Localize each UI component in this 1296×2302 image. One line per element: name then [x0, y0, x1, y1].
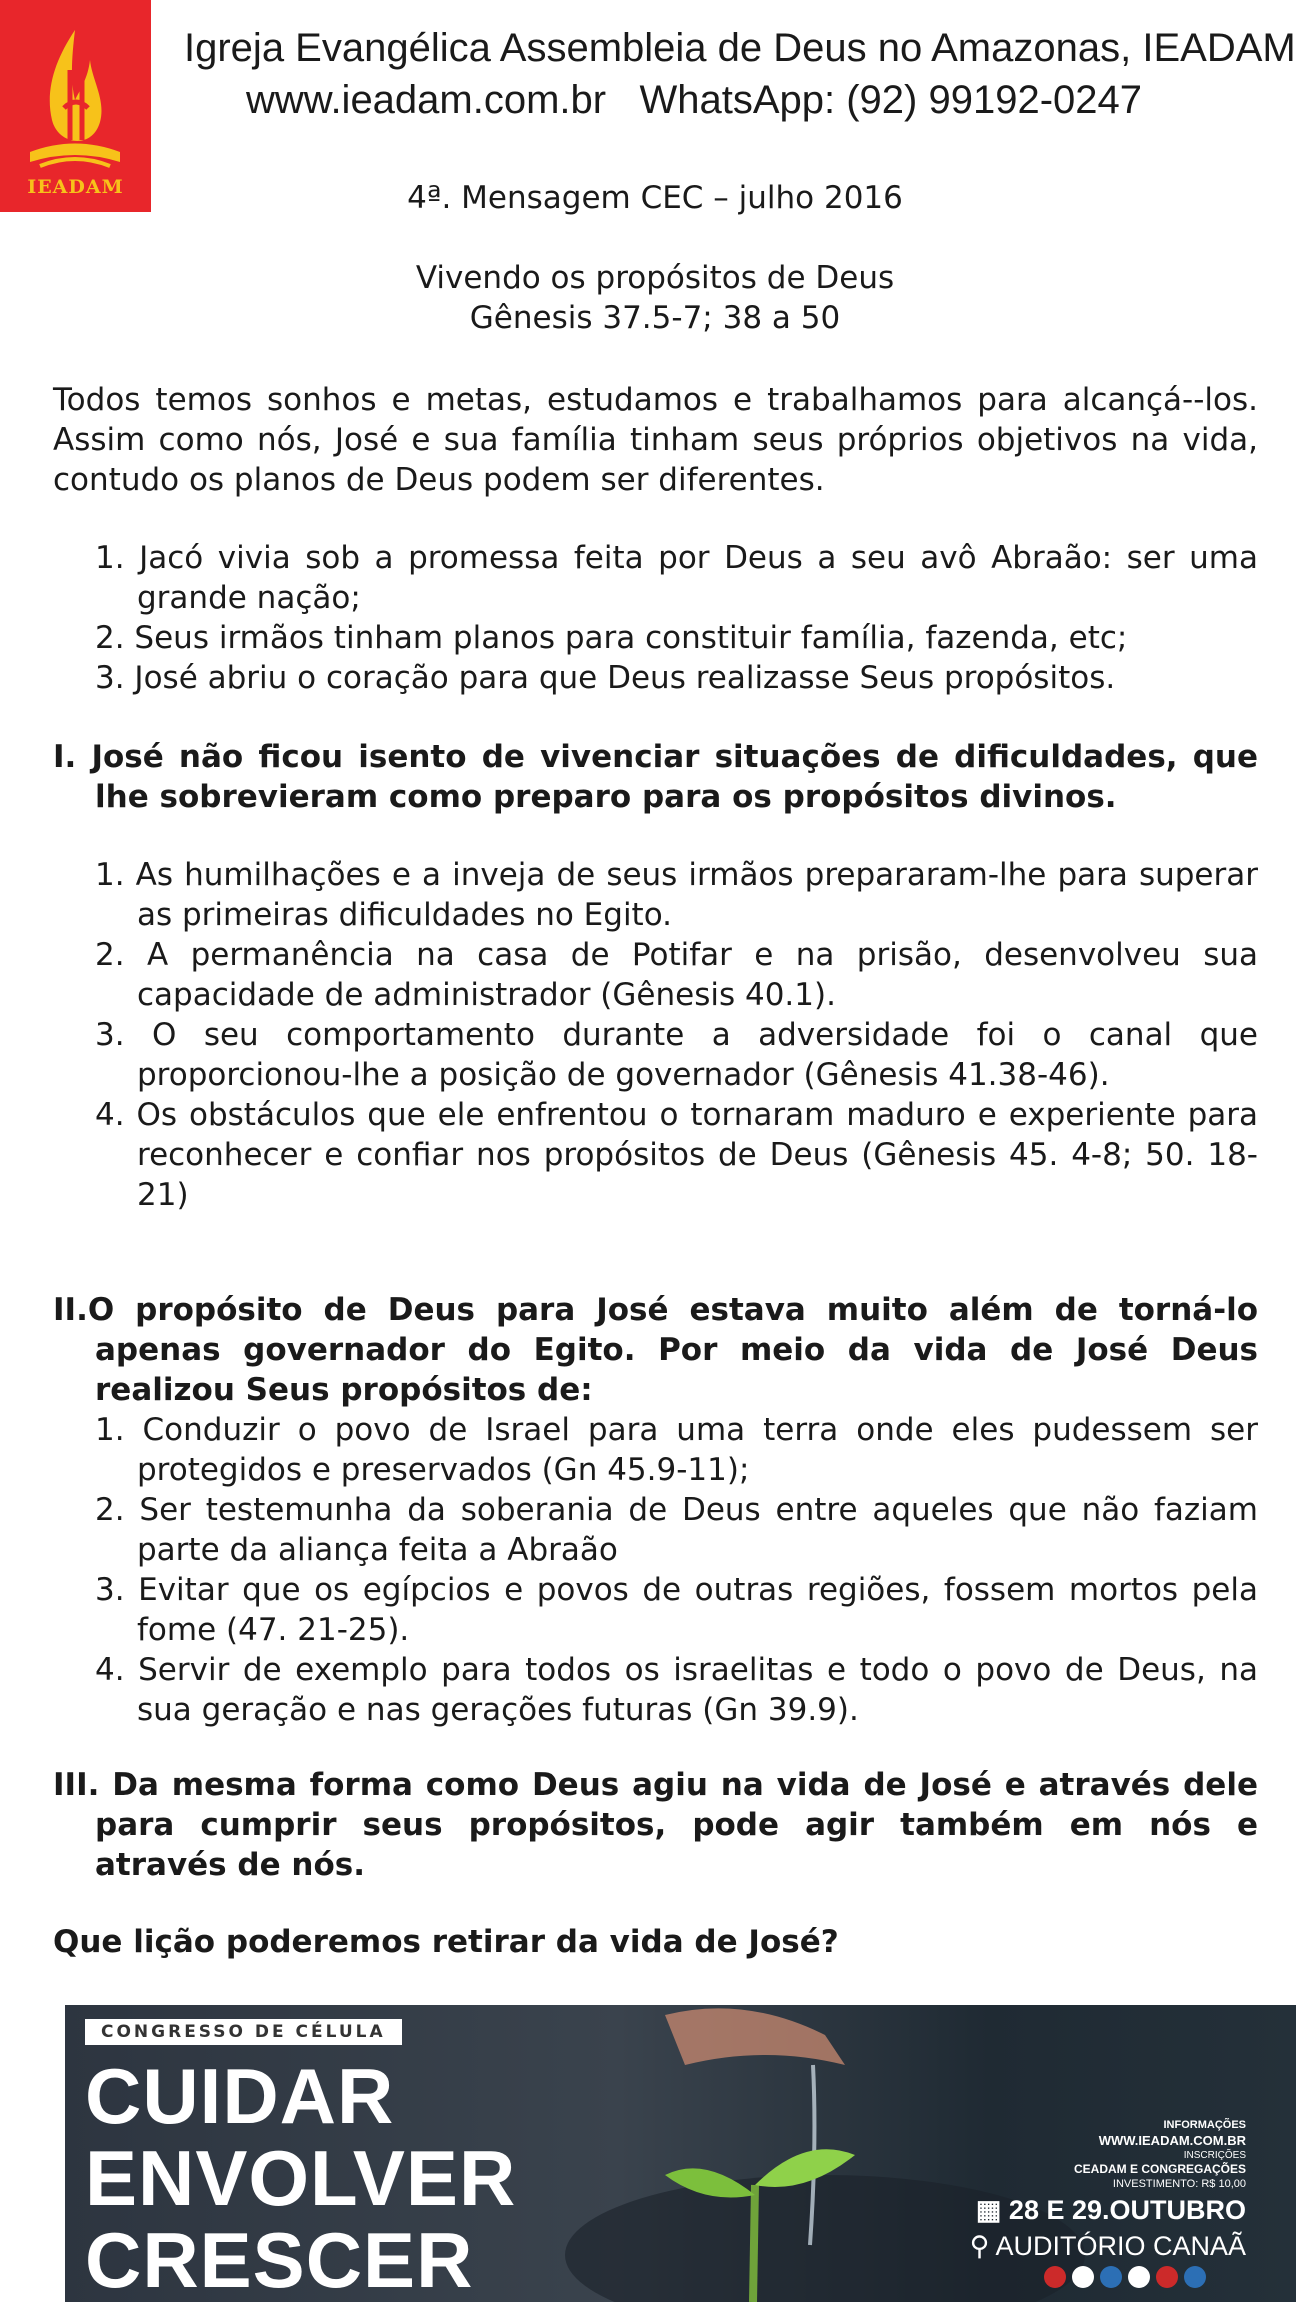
section-1-heading: I. José não ficou isento de vivenciar situações de dificuldades, que lhe sobrevieram como preparo para os propósitos divinos.	[53, 739, 1258, 815]
location-pin-icon: ⚲	[969, 2231, 996, 2261]
sponsor-logos	[1044, 2266, 1206, 2296]
logo-label: IEADAM	[27, 176, 124, 198]
banner-word-1: CUIDAR	[85, 2052, 395, 2140]
banner-tag: CONGRESSO DE CÉLULA	[85, 2019, 402, 2045]
list-item: 4. Os obstáculos que ele enfrentou o tornaram maduro e experiente para reconhecer e confiar nos propósitos de Deus (Gênesis 45. 4-8; 50. 18-21)	[95, 1097, 1258, 1213]
section-1-list	[53, 855, 1258, 1215]
message-reference: Gênesis 37.5-7; 38 a 50	[469, 300, 841, 336]
dates-text: 28 E 29.OUTUBRO	[1008, 2195, 1246, 2225]
info-site[interactable]: WWW.IEADAM.COM.BR	[1098, 2133, 1246, 2148]
closing-question: Que lição poderemos retirar da vida de José?	[53, 1924, 839, 1960]
venue-text: AUDITÓRIO CANAÃ	[995, 2231, 1246, 2261]
list-item: 3. O seu comportamento durante a adversidade foi o canal que proporcionou-lhe a posição de governador (Gênesis 41.38-46).	[95, 1017, 1258, 1093]
event-venue	[970, 2231, 1246, 2262]
sponsor-logo	[1128, 2266, 1150, 2288]
whatsapp-contact: WhatsApp: (92) 99192-0247	[639, 78, 1142, 122]
list-item: 2. Seus irmãos tinham planos para constituir família, fazenda, etc;	[95, 620, 1128, 656]
section-2-heading: II.O propósito de Deus para José estava muito além de torná-lo apenas governador do Egito. Por meio da vida de José Deus realizou Seus propósitos de:	[53, 1292, 1258, 1408]
price: INVESTIMENTO: R$ 10,00	[1112, 2178, 1246, 2190]
section-2-list	[53, 1410, 1258, 1730]
list-item: 3. José abriu o coração para que Deus realizasse Seus propósitos.	[95, 660, 1116, 696]
calendar-icon: ▦	[975, 2195, 1009, 2225]
list-item: 1. As humilhações e a inveja de seus irmãos prepararam-lhe para superar as primeiras dificuldades no Egito.	[95, 857, 1258, 933]
website-link[interactable]: www.ieadam.com.br	[245, 78, 607, 122]
event-dates	[976, 2195, 1246, 2226]
list-item: 2. A permanência na casa de Potifar e na prisão, desenvolveu sua capacidade de administrador (Gênesis 40.1).	[95, 937, 1258, 1013]
registration-place: CEADAM E CONGREGAÇÕES	[1073, 2162, 1246, 2176]
church-title: Igreja Evangélica Assembleia de Deus no Amazonas, IEADAM	[184, 26, 1296, 70]
sponsor-logo	[1072, 2266, 1094, 2288]
banner-word-3: CRESCER	[85, 2216, 474, 2302]
list-item: 1. Conduzir o povo de Israel para uma terra onde eles pudessem ser protegidos e preservados (Gn 45.9-11);	[95, 1412, 1258, 1488]
message-title: Vivendo os propósitos de Deus	[415, 260, 895, 296]
event-banner	[65, 2005, 1296, 2302]
list-item: 3. Evitar que os egípcios e povos de outras regiões, fossem mortos pela fome (47. 21-25).	[95, 1572, 1258, 1648]
list-item: 1. Jacó vivia sob a promessa feita por Deus a seu avô Abraão: ser uma grande nação;	[95, 540, 1258, 616]
list-item: 4. Servir de exemplo para todos os israelitas e todo o povo de Deus, na sua geração e nas gerações futuras (Gn 39.9).	[95, 1652, 1258, 1728]
section-3-heading: III. Da mesma forma como Deus agiu na vida de José e através dele para cumprir seus propósitos, pode agir também em nós e através de nós.	[53, 1767, 1258, 1883]
sponsor-logo	[1044, 2266, 1066, 2288]
sponsor-logo	[1156, 2266, 1178, 2288]
registration-label: INSCRIÇÕES	[1183, 2150, 1246, 2161]
intro-paragraph: Todos temos sonhos e metas, estudamos e trabalhamos para alcançá--los. Assim como nós, José e sua família tinham seus próprios objetivos na vida, contudo os planos de Deus podem ser diferentes.	[53, 382, 1258, 498]
intro-list	[53, 538, 1258, 698]
banner-word-2: ENVOLVER	[85, 2134, 517, 2222]
sponsor-logo	[1184, 2266, 1206, 2288]
contact-line	[184, 78, 1204, 123]
list-item: 2. Ser testemunha da soberania de Deus entre aqueles que não faziam parte da aliança feita a Abraão	[95, 1492, 1258, 1568]
sponsor-logo	[1100, 2266, 1122, 2288]
info-label: INFORMAÇÕES	[1163, 2119, 1246, 2131]
message-series: 4ª. Mensagem CEC – julho 2016	[407, 180, 903, 216]
